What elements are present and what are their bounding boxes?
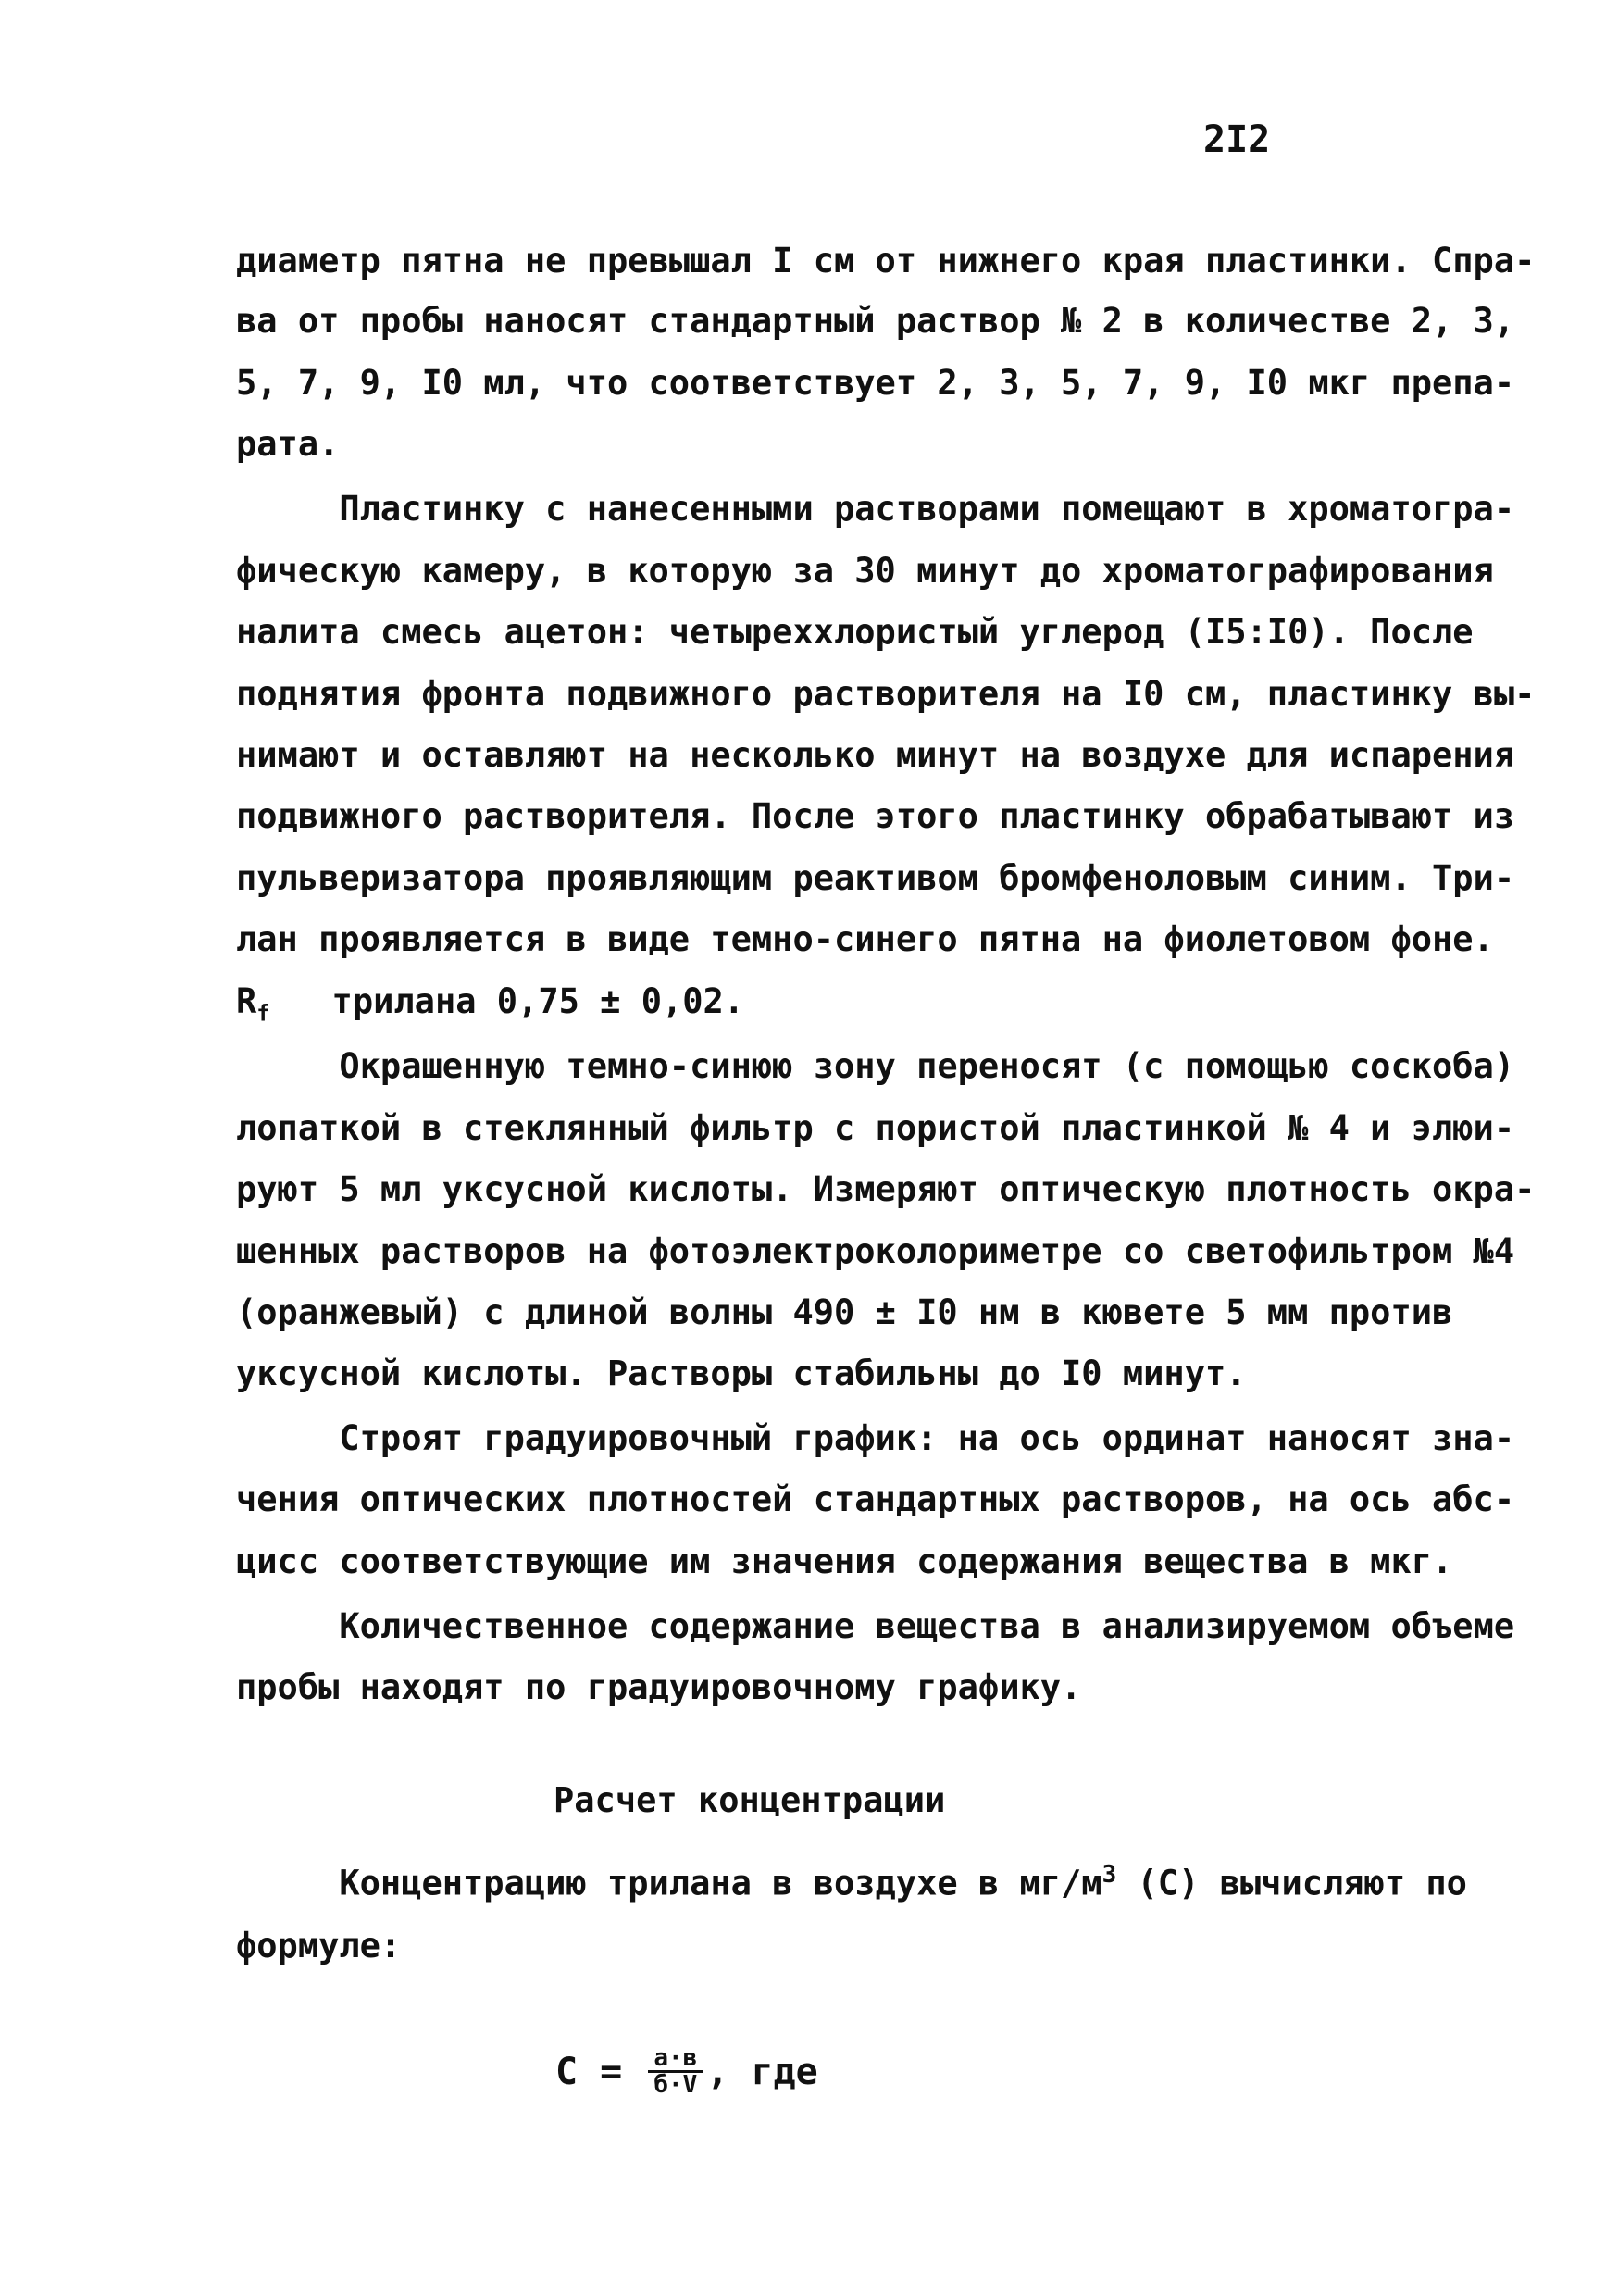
section-heading: Расчет концентрации: [554, 1780, 946, 1820]
page-number: 2I2: [1203, 119, 1271, 161]
text-line: рата.: [236, 424, 340, 464]
rf-subscript: f: [256, 1000, 270, 1027]
rf-symbol: R: [236, 981, 257, 1021]
text-line: лан проявляется в виде темно-синего пятна на фиолетовом фоне.: [236, 919, 1494, 959]
text-line: налита смесь ацетон: четыреххлористый углерод (I5:I0). После: [236, 612, 1474, 652]
text-line: Окрашенную темно-синюю зону переносят (с помощью соскоба): [236, 1046, 1515, 1086]
text-line: лопаткой в стеклянный фильтр с пористой пластинкой № 4 и элюи-: [236, 1108, 1515, 1148]
formula-denominator: б·V: [653, 2071, 698, 2099]
text-line: чения оптических плотностей стандартных растворов, на ось абс-: [236, 1479, 1515, 1519]
formula-rhs: , где: [706, 2050, 818, 2093]
rf-line: [236, 981, 744, 1026]
text-line: пульверизатора проявляющим реактивом бромфеноловым синим. Три-: [236, 858, 1515, 898]
text-line: подвижного растворителя. После этого пластинку обрабатывают из: [236, 796, 1515, 836]
formula-fraction: [648, 2046, 703, 2097]
text-line: нимают и оставляют на несколько минут на воздухе для испарения: [236, 735, 1515, 775]
text-line: диаметр пятна не превышал I см от нижнего края пластинки. Спра-: [236, 241, 1536, 281]
text-line: формуле:: [236, 1926, 402, 1965]
text-line: Количественное содержание вещества в анализируемом объеме: [236, 1606, 1515, 1646]
text-line: пробы находят по градуировочному графику.: [236, 1667, 1082, 1707]
text-line: поднятия фронта подвижного растворителя на I0 см, пластинку вы-: [236, 674, 1536, 714]
text-line: руют 5 мл уксусной кислоты. Измеряют оптическую плотность окра-: [236, 1169, 1536, 1209]
text-segment: Концентрацию трилана в воздухе в мг/м: [236, 1863, 1102, 1903]
text-line: 5, 7, 9, I0 мл, что соответствует 2, 3, 5, 7, 9, I0 мкг препа-: [236, 363, 1515, 403]
text-line: (оранжевый) с длиной волны 490 ± I0 нм в кювете 5 мм против: [236, 1292, 1453, 1332]
superscript: 3: [1101, 1861, 1117, 1889]
text-line: Пластинку с нанесенными растворами помещают в хроматогра-: [236, 489, 1515, 529]
text-segment: (С) вычисляют по: [1116, 1863, 1467, 1903]
text-line: Строят градуировочный график: на ось ординат наносят зна-: [236, 1418, 1515, 1458]
text-line: фическую камеру, в которую за 30 минут до хроматографирования: [236, 551, 1494, 591]
text-line: шенных растворов на фотоэлектроколориметре со светофильтром №4: [236, 1231, 1515, 1271]
formula-numerator: а·в: [648, 2046, 703, 2073]
rf-text: трилана 0,75 ± 0,02.: [269, 981, 745, 1021]
text-line: [236, 1861, 1467, 1903]
formula-lhs: C =: [555, 2050, 645, 2093]
text-line: ва от пробы наносят стандартный раствор № 2 в количестве 2, 3,: [236, 301, 1515, 341]
text-line: уксусной кислоты. Растворы стабильны до I0 минут.: [236, 1354, 1247, 1393]
text-line: цисс соответствующие им значения содержания вещества в мкг.: [236, 1541, 1453, 1581]
formula: [555, 2046, 818, 2097]
